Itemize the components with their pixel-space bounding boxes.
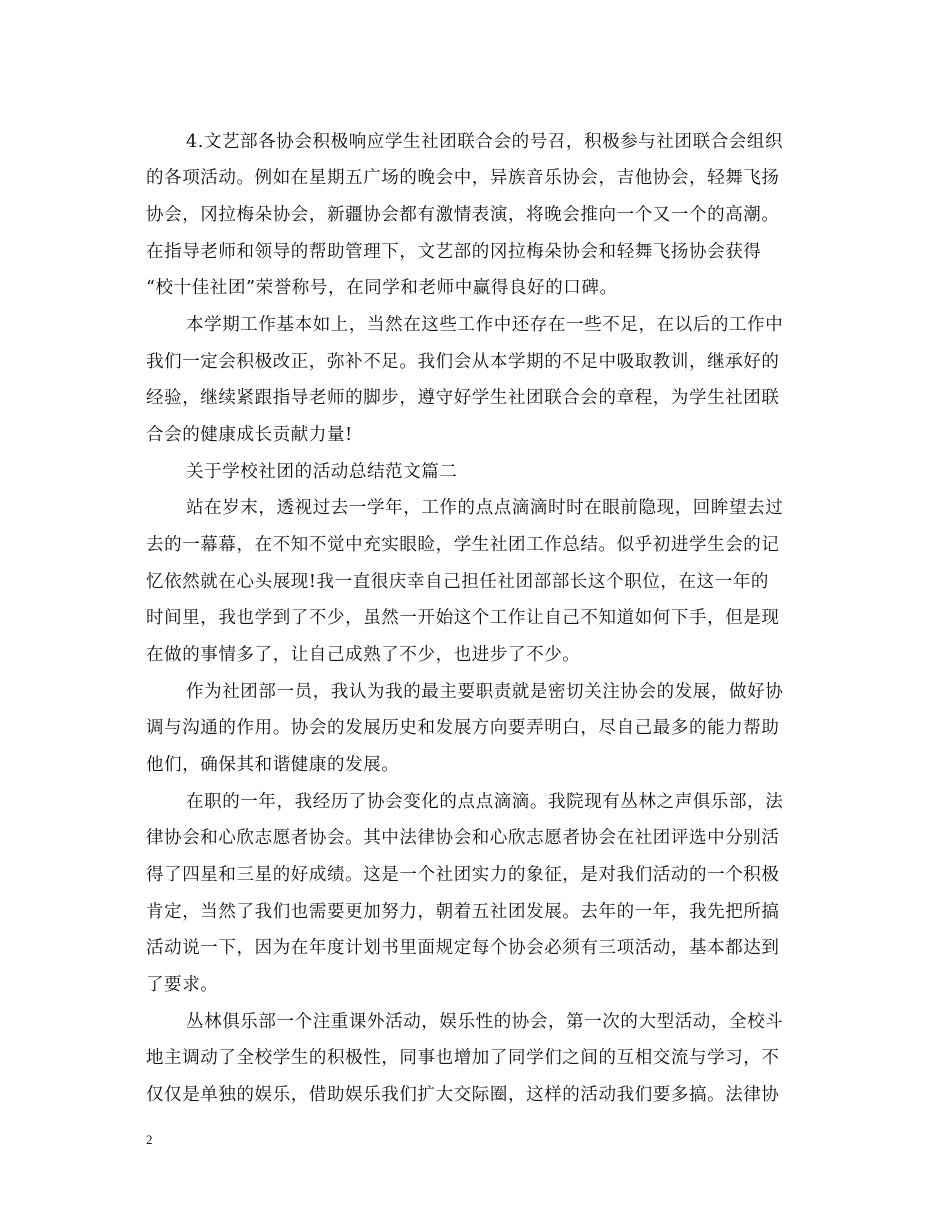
text-line-23: 活动说一下，因为在年度计划书里面规定每个协会必须有三项活动，基本都达到 bbox=[146, 938, 780, 958]
text-line-12: 去的一幕幕，在不知不觉中充实眼睑，学生社团工作总结。似乎初进学生会的记 bbox=[146, 535, 780, 555]
text-line-3: 协会，冈拉梅朵协会，新疆协会都有激情表演，将晚会推向一个又一个的高潮。 bbox=[146, 205, 780, 225]
text-line-1: 4.文艺部各协会积极响应学生社团联合会的号召，积极参与社团联合会组织 bbox=[186, 132, 784, 152]
text-line-16: 作为社团部一员，我认为我的最主要职责就是密切关注协会的发展，做好协 bbox=[186, 682, 784, 702]
text-line-7: 我们一定会积极改正，弥补不足。我们会从本学期的不足中吸取教训，继承好的 bbox=[146, 352, 780, 372]
text-line-4: 在指导老师和领导的帮助管理下，文艺部的冈拉梅朵协会和轻舞飞扬协会获得 bbox=[146, 242, 762, 262]
text-line-22: 肯定，当然了我们也需要更加努力，朝着五社团发展。去年的一年，我先把所搞 bbox=[146, 902, 780, 922]
text-line-19: 在职的一年，我经历了协会变化的点点滴滴。我院现有丛林之声俱乐部，法 bbox=[186, 792, 784, 812]
page-number: 2 bbox=[146, 1132, 153, 1147]
text-line-2: 的各项活动。例如在星期五广场的晚会中，异族音乐协会，吉他协会，轻舞飞扬 bbox=[146, 168, 780, 188]
text-line-15: 在做的事情多了，让自己成熟了不少，也进步了不少。 bbox=[146, 645, 581, 665]
text-line-11: 站在岁末，透视过去一学年，工作的点点滴滴时时在眼前隐现，回眸望去过 bbox=[186, 498, 784, 518]
text-line-24: 了要求。 bbox=[146, 975, 219, 995]
text-line-21: 得了四星和三星的好成绩。这是一个社团实力的象征，是对我们活动的一个积极 bbox=[146, 865, 780, 885]
text-line-6: 本学期工作基本如上，当然在这些工作中还存在一些不足，在以后的工作中 bbox=[186, 315, 784, 335]
text-line-27: 仅仅是单独的娱乐，借助娱乐我们扩大交际圈，这样的活动我们要多搞。法律协 bbox=[146, 1085, 780, 1105]
text-line-25: 丛林俱乐部一个注重课外活动，娱乐性的协会，第一次的大型活动，全校斗 bbox=[186, 1012, 784, 1032]
section-heading: 关于学校社团的活动总结范文篇二 bbox=[186, 462, 458, 482]
text-line-17: 调与沟通的作用。协会的发展历史和发展方向要弄明白，尽自己最多的能力帮助 bbox=[146, 718, 780, 738]
text-line-9: 合会的健康成长贡献力量! bbox=[146, 425, 353, 445]
text-line-20: 律协会和心欣志愿者协会。其中法律协会和心欣志愿者协会在社团评选中分别活 bbox=[146, 828, 780, 848]
text-line-18: 他们，确保其和谐健康的发展。 bbox=[146, 755, 400, 775]
text-line-5: “校十佳社团”荣誉称号，在同学和老师中赢得良好的口碑。 bbox=[146, 278, 618, 298]
text-line-26: 地主调动了全校学生的积极性，同事也增加了同学们之间的互相交流与学习，不 bbox=[146, 1048, 780, 1068]
text-line-8: 经验，继续紧跟指导老师的脚步，遵守好学生社团联合会的章程，为学生社团联 bbox=[146, 388, 780, 408]
text-line-14: 时间里，我也学到了不少，虽然一开始这个工作让自己不知道如何下手，但是现 bbox=[146, 608, 780, 628]
text-line-13: 忆依然就在心头展现!我一直很庆幸自己担任社团部部长这个职位，在这一年的 bbox=[146, 572, 770, 592]
